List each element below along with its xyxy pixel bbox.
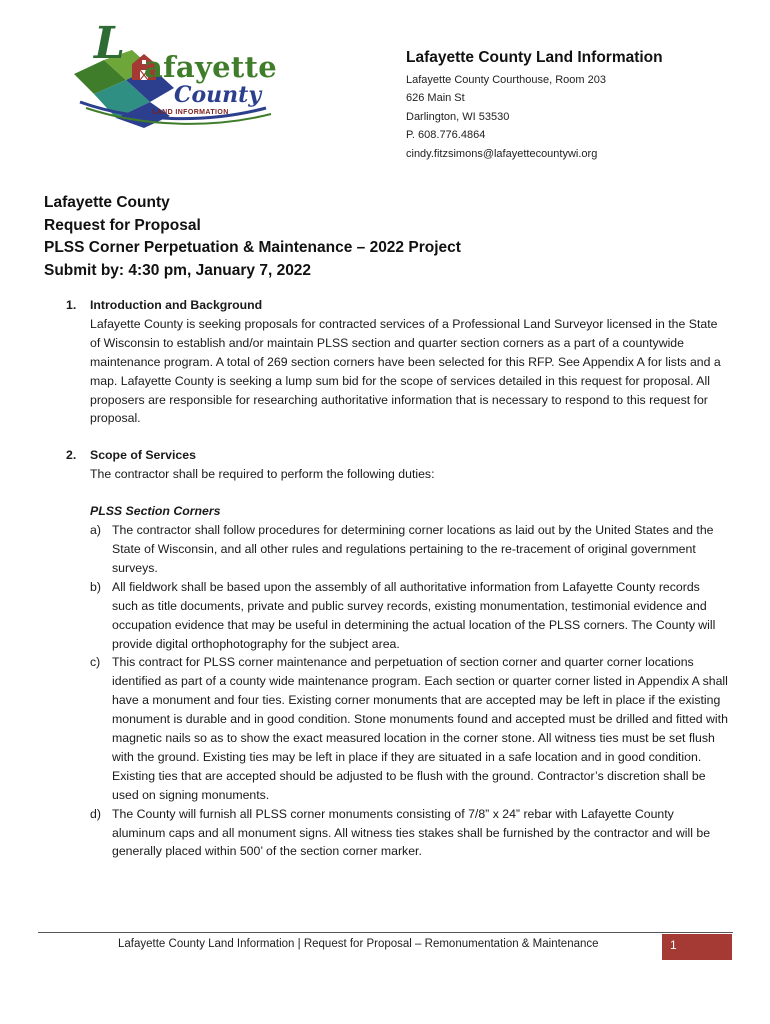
section-paragraph: Lafayette County is seeking proposals for contracted services of a Professional Land Surveyor licensed in the State of Wisconsin to establish and/or maintain PLSS section and quarter section corners as a part of a countywide maintenance program. A total of 269 section corners have been selected for this RFP. See Appendix A for lists and a map. Lafayette County is seeking a lump sum bid for the scope of services detailed in this request for proposal. All proposers are responsible for researching authoritative information that is necessary to respond to this request for proposal.	[90, 316, 721, 426]
lafayette-county-logo	[66, 18, 277, 130]
section-intro: The contractor shall be required to perform the following duties:	[90, 467, 435, 482]
list-item	[90, 521, 729, 578]
section-heading: Scope of Services	[90, 448, 196, 463]
page-number-badge	[662, 934, 732, 960]
list-item-label: b)	[90, 579, 101, 594]
title-rfp: Request for Proposal	[44, 216, 201, 234]
contact-email[interactable]: cindy.fitzsimons@lafayettecountywi.org	[406, 147, 598, 160]
footer-divider	[38, 932, 733, 933]
footer-text: Lafayette County Land Information | Request for Proposal – Remonumentation & Maintenance	[118, 938, 599, 950]
contact-phone: P. 608.776.4864	[406, 129, 486, 142]
contact-block	[406, 48, 663, 163]
title-county: Lafayette County	[44, 194, 170, 211]
section-number: 1.	[66, 298, 77, 312]
contact-address-line3: Darlington, WI 53530	[406, 110, 510, 123]
section-number: 2.	[66, 448, 77, 463]
page-number: 1	[670, 938, 677, 952]
logo-word-county: County	[174, 82, 262, 108]
list-item	[90, 578, 729, 654]
logo-tagline: LAND INFORMATION	[152, 109, 229, 116]
title-project: PLSS Corner Perpetuation & Maintenance – 2022 Project	[44, 239, 461, 256]
list-item-label: d)	[90, 806, 101, 821]
contact-address-line2: 626 Main St	[406, 92, 465, 105]
list-item-label: c)	[90, 655, 101, 670]
section-introduction	[44, 296, 729, 428]
list-item	[90, 653, 729, 804]
document-body	[44, 296, 729, 861]
list-item-text: The County will furnish all PLSS corner monuments consisting of 7/8” x 24” rebar with Lafayette County aluminum caps and all monument signs. All witness ties stakes shall be furnished by the contractor and will be generally placed within 500’ of the section corner marker.	[112, 806, 711, 859]
contact-address-line1: Lafayette County Courthouse, Room 203	[406, 74, 606, 86]
list-item-label: a)	[90, 523, 101, 538]
subsection-heading: PLSS Section Corners	[90, 504, 221, 519]
title-deadline: Submit by: 4:30 pm, January 7, 2022	[44, 261, 312, 279]
contact-org: Lafayette County Land Information	[406, 49, 663, 66]
list-item	[90, 805, 729, 862]
logo-word-afayette: afayette	[144, 50, 277, 84]
rfp-title-block	[44, 192, 461, 282]
section-heading: Introduction and Background	[90, 298, 263, 312]
list-item-text: This contract for PLSS corner maintenance and perpetuation of section corner and quarter corner locations identified as part of a county wide maintenance program. Each section or quarter corner listed in Appendix A shall have a monument and four ties. Existing corner monuments that are accepted may be left in place if the existing monument is durable and in good condition. Stone monuments found and accepted must be drilled and fitted with magnetic nails so as to show the exact measured location in the corner stone. All witness ties must be set flush with the ground. Existing ties may be left in place if they are situated in a safe location and in good condition. Existing ties that are accepted should be adjusted to be flush with the ground. Contractor’s discretion shall be used on signing monuments.	[112, 655, 728, 802]
list-item-text: The contractor shall follow procedures for determining corner locations as laid out by the United States and the State of Wisconsin, and all other rules and regulations pertaining to the re-tracement of original government surveys.	[112, 523, 714, 575]
section-scope	[44, 446, 729, 861]
logo-letter-l: L	[94, 18, 125, 69]
list-item-text: All fieldwork shall be based upon the assembly of all authoritative information from Lafayette County records such as title documents, private and public survey records, existing monumentation, testimonial evidence and occupation evidence that may be useful in determining the actual location of the PLSS corners. The County will provide digital orthophotography for the subject area.	[112, 579, 716, 651]
